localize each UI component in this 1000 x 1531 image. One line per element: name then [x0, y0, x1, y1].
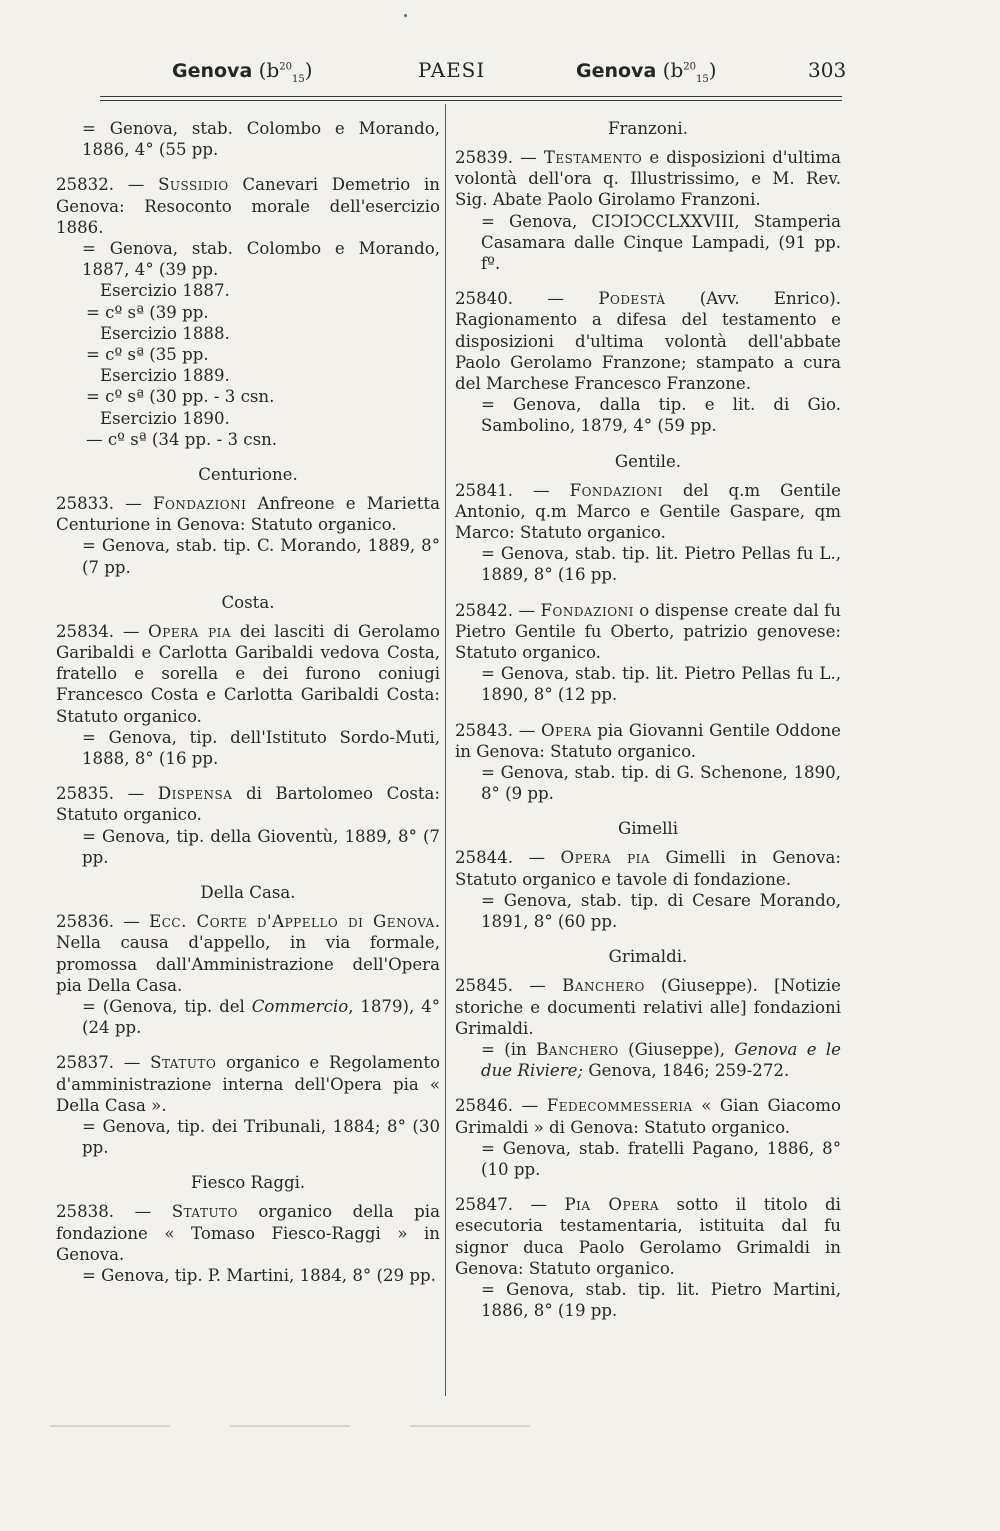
header-right: Genova $(b^{20}_{15})$: [576, 58, 717, 85]
entry-25832: 25832. — Sussidio Canevari Demetrio in Genova: Resoconto morale dell'esercizio 1886. = Genova, stab. Colombo e Morando, 1887, 4° (39 pp. Esercizio 1887. = cº sª (39 pp. Esercizio 1888. = cº sª (35 pp. Esercizio 1889. = cº sª (30 pp. - 3 csn. Esercizio 1890. — cº sª (34 pp. - 3 csn.: [56, 175, 440, 449]
print-speck: [404, 14, 407, 17]
section-heading-fiesco-raggi: Fiesco Raggi.: [190, 1173, 306, 1193]
running-header: [0, 58, 1000, 94]
section-heading-gentile: Gentile.: [614, 451, 682, 471]
entry-25844: 25844. — Opera pia Gimelli in Genova: Statuto organico e tavole di fondazione. = Genova, stab. tip. di Cesare Morando, 1891, 8° (60 pp.: [455, 848, 841, 932]
entry-25840: 25840. — Podestà (Avv. Enrico). Ragionamento a difesa del testamento e disposizioni d'ultima volontà dell'abbate Paolo Gerolamo Franzone; stampato a cura del Marchese Francesco Franzone. = Genova, dalla tip. e lit. di Gio. Sambolino, 1879, 4° (59 pp.: [455, 289, 841, 436]
entry-25838: 25838. — Statuto organico della pia fondazione « Tomaso Fiesco-Raggi » in Genova. = Genova, tip. P. Martini, 1884, 8° (29 pp.: [56, 1202, 440, 1285]
column-divider: [445, 104, 446, 1396]
section-heading-costa: Costa.: [221, 592, 275, 612]
entry-continued: = Genova, stab. Colombo e Morando, 1886, 4° (55 pp.: [82, 119, 440, 160]
entry-25846: 25846. — Fedecommesseria « Gian Giacomo Grimaldi » di Genova: Statuto organico. = Genova, stab. fratelli Pagano, 1886, 8° (10 pp.: [455, 1096, 841, 1179]
entry-25837: 25837. — Statuto organico e Regolamento d'amministrazione interna dell'Opera pia « Della Casa ». = Genova, tip. dei Tribunali, 1884; 8° (30 pp.: [56, 1053, 440, 1158]
entry-25833: 25833. — Fondazioni Anfreone e Marietta Centurione in Genova: Statuto organico. = Genova, stab. tip. C. Morando, 1889, 8° (7 pp.: [56, 494, 440, 577]
entry-25847: 25847. — Pia Opera sotto il titolo di esecutoria testamentaria, istituita dal fu signor duca Paolo Gerolamo Grimaldi in Genova: Statuto organico. = Genova, stab. tip. lit. Pietro Martini, 1886, 8° (19 pp.: [455, 1195, 841, 1321]
entry-25842: 25842. — Fondazioni o dispense create dal fu Pietro Gentile fu Oberto, patrizio genovese: Statuto organico. = Genova, stab. tip. lit. Pietro Pellas fu L., 1890, 8° (12 pp.: [455, 600, 841, 705]
left-column: [56, 118, 440, 1300]
section-heading-gimelli: Gimelli: [617, 819, 679, 839]
entry-25843: 25843. — Opera pia Giovanni Gentile Oddone in Genova: Statuto organico. = Genova, stab. tip. di G. Schenone, 1890, 8° (9 pp.: [455, 720, 841, 804]
header-rule: [100, 96, 842, 97]
entry-25839: 25839. — Testamento e disposizioni d'ultima volontà dell'ora q. Illustrissimo, e M. Rev. Sig. Abate Paolo Girolamo Franzoni. = Genova, CIↃIↃCCLXXVIII, Stamperia Casamara dalle Cinque Lampadi, (91 pp. fº.: [455, 148, 841, 274]
header-left: Genova $(b^{20}_{15})$: [172, 58, 313, 85]
entry-25835: 25835. — Dispensa di Bartolomeo Costa: Statuto organico. = Genova, tip. della Gioventù, 1889, 8° (7 pp.: [56, 784, 440, 867]
entry-25841: 25841. — Fondazioni del q.m Gentile Antonio, q.m Marco e Gentile Gaspare, qm Marco: Statuto organico. = Genova, stab. tip. lit. Pietro Pellas fu L., 1889, 8° (16 pp.: [455, 480, 841, 585]
entry-25834: 25834. — Opera pia dei lasciti di Gerolamo Garibaldi e Carlotta Garibaldi vedova Costa, fratello e sorella e dei furono coniugi Francesco Costa e Carlotta Garibaldi Costa: Statuto organico. = Genova, tip. dell'Istituto Sordo-Muti, 1888, 8° (16 pp.: [56, 621, 440, 769]
section-heading-della-casa: Della Casa.: [200, 883, 296, 903]
entry-25845: 25845. — Banchero (Giuseppe). [Notizie storiche e documenti relativi alle] fondazioni Grimaldi. = (in Banchero (Giuseppe), Genova e le due Riviere; Genova, 1846; 259-272.: [455, 976, 842, 1081]
page-number: 303: [808, 58, 847, 82]
section-heading-grimaldi: Grimaldi.: [608, 947, 688, 967]
header-rule-double: [100, 100, 842, 101]
right-column: [455, 118, 841, 1335]
section-heading-centurione: Centurione.: [198, 465, 298, 485]
section-heading-franzoni: Franzoni.: [607, 119, 689, 138]
header-center: PAESI: [418, 58, 486, 82]
bleed-through-footer: [50, 1412, 950, 1426]
entry-25836: 25836. — Ecc. Corte d'Appello di Genova. Nella causa d'appello, in via formale, promossa dall'Amministrazione dell'Opera pia Della Casa. = (Genova, tip. del Commercio, 1879), 4° (24 pp.: [56, 912, 440, 1038]
